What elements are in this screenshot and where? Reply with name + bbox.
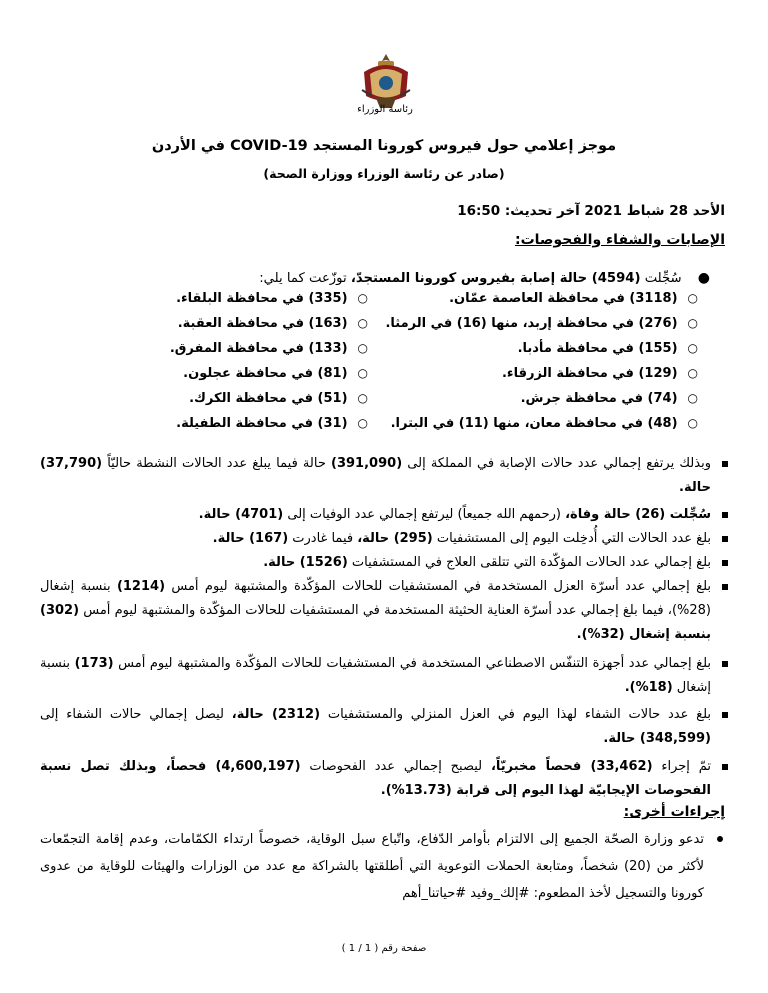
lead-item: ● سُجِّلت (4594) حالة إصابة بفيروس كورونا المستجدّ، توزّعت كما يلي:: [259, 270, 710, 286]
bullet-dot-icon: ●: [697, 270, 710, 286]
governorate-item: ○(31) في محافظة الطفيلة.: [176, 416, 368, 431]
circle-bullet-icon: ○: [357, 291, 368, 305]
circle-bullet-icon: ○: [357, 391, 368, 405]
royal-emblem-icon: [358, 52, 414, 112]
stat-point: وبذلك يرتفع إجمالي عدد حالات الإصابة في المملكة إلى (391,090) حالة فيما يبلغ عدد الحالات النشطة حاليّاً (37,790) حالة.: [40, 452, 728, 500]
square-bullet-icon: [722, 512, 728, 518]
governorate-item: ○(81) في محافظة عجلون.: [183, 366, 368, 381]
stat-point: بلغ إجمالي عدد الحالات المؤكّدة التي تتلقى العلاج في المستشفيات (1526) حالة.: [40, 551, 728, 575]
governorate-item: ○(48) في محافظة معان، منها (11) في البترا.: [390, 416, 698, 431]
issuer-name: رئاسة الوزراء: [357, 104, 413, 115]
governorate-item: ○(155) في محافظة مأدبا.: [517, 341, 698, 356]
stat-point: بلغ عدد الحالات التي أُدخِلت اليوم إلى المستشفيات (295) حالة، فيما غادرت (167) حالة.: [40, 527, 728, 551]
stat-point: بلغ عدد حالات الشفاء لهذا اليوم في العزل المنزلي والمستشفيات (2312) حالة، ليصل إجمالي حالات الشفاء إلى (348,599) حالة.: [40, 703, 728, 751]
square-bullet-icon: [722, 661, 728, 667]
section-heading-other: إجراءات أخرى:: [623, 804, 725, 820]
circle-bullet-icon: ○: [357, 341, 368, 355]
square-bullet-icon: [722, 712, 728, 718]
circle-bullet-icon: ○: [357, 416, 368, 430]
governorate-item: ○(51) في محافظة الكرك.: [189, 391, 368, 406]
bullet-dot-icon: [717, 836, 723, 842]
governorate-item: ○(276) في محافظة إربد، منها (16) في الرمثا.: [385, 316, 698, 331]
page-title: موجز إعلامي حول فيروس كورونا المستجد COVID-19 في الأردن: [151, 138, 617, 154]
awareness-paragraph: تدعو وزارة الصحّة الجميع إلى الالتزام بأوامر الدّفاع، واتّباع سبل الوقاية، خصوصاً ارتداء الكمّامات، وعدم إقامة التجمّعات لأكثر من (20) شخصاً، ومتابعة الحملات التوعوية التي أطلقتها بالشراكة مع عدد من الوزارات والهيئات للوقاية من عدوى كورونا والتسجيل لأخذ المطعوم: #إلك_وفيد #حياتنا_أهم: [40, 826, 728, 907]
section-heading-cases: الإصابات والشفاء والفحوصات:: [515, 232, 725, 248]
square-bullet-icon: [722, 584, 728, 590]
circle-bullet-icon: ○: [687, 416, 698, 430]
governorate-item: ○(163) في محافظة العقبة.: [177, 316, 368, 331]
circle-bullet-icon: ○: [687, 341, 698, 355]
date-line: الأحد 28 شباط 2021 آخر تحديث: 16:50: [457, 203, 725, 219]
circle-bullet-icon: ○: [357, 316, 368, 330]
square-bullet-icon: [722, 560, 728, 566]
stat-point: سُجِّلت (26) حالة وفاة، (رحمهم الله جميعاً) ليرتفع إجمالي عدد الوفيات إلى (4701) حالة.: [40, 503, 728, 527]
circle-bullet-icon: ○: [687, 391, 698, 405]
stat-point: تمّ إجراء (33,462) فحصاً مخبريّاً، ليصبح إجمالي عدد الفحوصات (4,600,197) فحصاً، وبذلك تصل نسبة الفحوصات الإيجابيّة لهذا اليوم إلى قرابة (13.73%).: [40, 755, 728, 803]
page-subtitle: (صادر عن رئاسة الوزراء ووزارة الصحة): [263, 166, 505, 181]
governorate-item: ○(133) في محافظة المفرق.: [169, 341, 368, 356]
governorate-item: ○(129) في محافظة الزرقاء.: [501, 366, 698, 381]
stat-point: بلغ إجمالي عدد أجهزة التنفّس الاصطناعي المستخدمة في المستشفيات للحالات المؤكّدة والمشتبهة ليوم أمس (173) بنسبة إشغال (18%).: [40, 652, 728, 700]
page-number: صفحة رقم ( 1 / 1 ): [341, 943, 427, 954]
stat-point: بلغ إجمالي عدد أسرّة العزل المستخدمة في المستشفيات للحالات المؤكّدة والمشتبهة ليوم أمس (1214) بنسبة إشغال (28%)، فيما بلغ إجمالي عدد أسرّة العناية الحثيثة المستخدمة في المستشفيات للحالات المؤكّدة والمشتبهة ليوم أمس (302) بنسبة إشغال (32%).: [40, 575, 728, 647]
circle-bullet-icon: ○: [357, 366, 368, 380]
square-bullet-icon: [722, 764, 728, 770]
governorate-item: ○(74) في محافظة جرش.: [520, 391, 698, 406]
governorate-item: ○(335) في محافظة البلقاء.: [176, 291, 368, 306]
circle-bullet-icon: ○: [687, 366, 698, 380]
square-bullet-icon: [722, 461, 728, 467]
square-bullet-icon: [722, 536, 728, 542]
circle-bullet-icon: ○: [687, 316, 698, 330]
circle-bullet-icon: ○: [687, 291, 698, 305]
governorate-item: ○(3118) في محافظة العاصمة عمّان.: [449, 291, 698, 306]
